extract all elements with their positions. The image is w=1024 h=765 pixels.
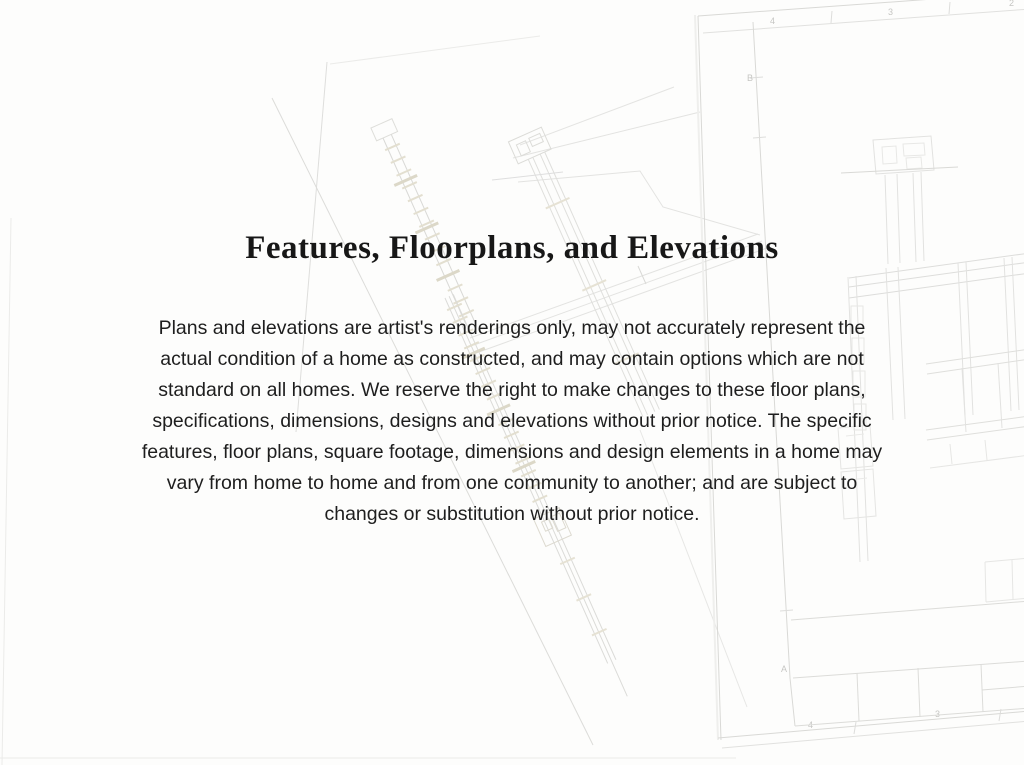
dimension-arrow-bottom-icon — [582, 735, 594, 747]
disclaimer-paragraph — [0, 313, 1024, 530]
disclaimer-line: specifications, dimensions, designs and elevations without prior notice. The specific — [152, 410, 872, 432]
grid-row-label: A — [781, 664, 788, 674]
disclaimer-line: changes or substitution without prior notice. — [324, 503, 700, 525]
right-sheet-titleblock — [791, 601, 1024, 726]
page-title: Features, Floorplans, and Elevations — [245, 230, 779, 266]
grid-row-label: B — [747, 73, 754, 83]
ruler-label: 4 — [808, 720, 814, 730]
ruler-label: 2 — [1009, 0, 1015, 8]
ruler-label: 4 — [770, 16, 776, 26]
ruler-label: 3 — [935, 709, 941, 719]
disclaimer-line: features, floor plans, square footage, dimensions and design elements in a home may — [141, 441, 883, 463]
disclaimer-line: Plans and elevations are artist's renderings only, may not accurately represent the — [158, 317, 866, 339]
disclaimer-line: standard on all homes. We reserve the right to make changes to these floor plans, — [158, 379, 866, 401]
ruler-label: 3 — [888, 7, 894, 17]
disclaimer-line: vary from home to home and from one community to another; and are subject to — [166, 472, 858, 494]
disclaimer-line: actual condition of a home as constructed, and may contain options which are not — [160, 348, 864, 370]
